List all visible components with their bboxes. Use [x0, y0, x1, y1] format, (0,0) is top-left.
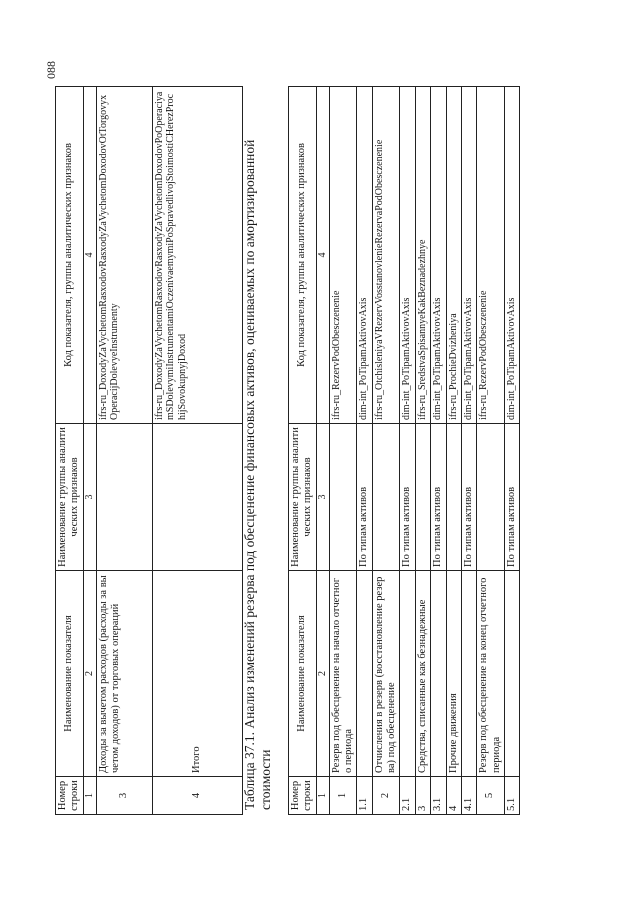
- col-number: 4: [316, 87, 329, 424]
- table-row: [461, 87, 476, 815]
- row-number: 1.1: [357, 777, 372, 815]
- row-number: 1: [329, 777, 357, 815]
- page-number: 088: [44, 61, 58, 79]
- group-name: [372, 424, 400, 571]
- header-code: Код показателя, группы аналитических признаков: [289, 87, 317, 424]
- indicator-code: dim-int_PoTipamAktivovAxis: [461, 87, 476, 424]
- header-code: Код показателя, группы аналитических признаков: [56, 87, 84, 424]
- table-row: [446, 87, 461, 815]
- indicator-code: dim-int_PoTipamAktivovAxis: [505, 87, 520, 424]
- header-group-name: Наименование группы аналитических признаков: [289, 424, 317, 571]
- indicator-name: [505, 571, 520, 777]
- indicator-code: ifrs-ru_ProchieDvizheniya: [446, 87, 461, 424]
- column-numbers-row: [83, 87, 96, 815]
- row-number: 3.1: [431, 777, 446, 815]
- group-name: По типам активов: [357, 424, 372, 571]
- group-name: [96, 424, 152, 571]
- indicator-code: ifrs-ru_RezervPodObesczenenie: [477, 87, 505, 424]
- group-name: [329, 424, 357, 571]
- indicator-name: [357, 571, 372, 777]
- header-row-number: Номер строки: [56, 777, 84, 815]
- header-indicator-name: Наименование показателя: [289, 571, 317, 777]
- indicator-code: ifrs-ru_SredstvaSpisannyeKakBeznadezhnye: [415, 87, 430, 424]
- row-number: 3: [415, 777, 430, 815]
- row-number: 2: [372, 777, 400, 815]
- indicator-name: Доходы за вычетом расходов (расходы за вычетом доходов) от торговых операций: [96, 571, 152, 777]
- row-number: 2.1: [400, 777, 415, 815]
- group-name: [446, 424, 461, 571]
- table-title: Таблица 37.1. Анализ изменений резерва под обесценение финансовых активов, оцениваемых по амортизированной стоимости: [242, 139, 274, 810]
- row-number: 5.1: [505, 777, 520, 815]
- indicator-name: Средства, списанные как безнадежные: [415, 571, 430, 777]
- table-row: [329, 87, 357, 815]
- indicator-code: dim-int_PoTipamAktivovAxis: [357, 87, 372, 424]
- row-number: 3: [96, 777, 152, 815]
- row-number: 4: [152, 777, 242, 815]
- table-row: [431, 87, 446, 815]
- group-name: [477, 424, 505, 571]
- indicator-name: Резерв под обесценение на конец отчетного периода: [477, 571, 505, 777]
- indicator-name: Резерв под обесценение на начало отчетного периода: [329, 571, 357, 777]
- group-name: По типам активов: [461, 424, 476, 571]
- table-continued: [55, 86, 243, 815]
- table-row: [400, 87, 415, 815]
- col-number: 2: [83, 571, 96, 777]
- indicator-code: ifrs-ru_DoxodyZaVychetomRasxodovRasxodyZaVychetomDoxodovPoOperaciyamSDolevymiInstrumentamiOczenivaemymiPoSpravedlivojStoimostiCHerezProchijSovokupnyjDoxod: [152, 87, 242, 424]
- table-row: [357, 87, 372, 815]
- col-number: 3: [83, 424, 96, 571]
- indicator-code: ifrs-ru_DoxodyZaVychetomRasxodovRasxodyZaVychetomDoxodovOtTorgovyxOperacijDolevyeInstrumenty: [96, 87, 152, 424]
- table-row: [505, 87, 520, 815]
- col-number: 1: [83, 777, 96, 815]
- group-name: [152, 424, 242, 571]
- indicator-name: Итого: [152, 571, 242, 777]
- row-number: 5: [477, 777, 505, 815]
- indicator-code: ifrs-ru_OtchisleniyaVRezervVosstanovlenieRezervaPodObesczenenie: [372, 87, 400, 424]
- indicator-name: Отчисления в резерв (восстановление резерва) под обесценение: [372, 571, 400, 777]
- table-row: [152, 87, 242, 815]
- header-row-number: Номер строки: [289, 777, 317, 815]
- header-indicator-name: Наименование показателя: [56, 571, 84, 777]
- group-name: [415, 424, 430, 571]
- table-37-1: [288, 86, 520, 815]
- table-row: [96, 87, 152, 815]
- indicator-code: ifrs-ru_RezervPodObesczenenie: [329, 87, 357, 424]
- group-name: По типам активов: [400, 424, 415, 571]
- table-row: [372, 87, 400, 815]
- indicator-name: [461, 571, 476, 777]
- column-numbers-row: [316, 87, 329, 815]
- col-number: 2: [316, 571, 329, 777]
- col-number: 4: [83, 87, 96, 424]
- header-group-name: Наименование группы аналитических признаков: [56, 424, 84, 571]
- header-row: [56, 87, 84, 815]
- col-number: 3: [316, 424, 329, 571]
- indicator-code: dim-int_PoTipamAktivovAxis: [400, 87, 415, 424]
- row-number: 4: [446, 777, 461, 815]
- row-number: 4.1: [461, 777, 476, 815]
- table-row: [477, 87, 505, 815]
- indicator-name: Прочие движения: [446, 571, 461, 777]
- group-name: По типам активов: [505, 424, 520, 571]
- col-number: 1: [316, 777, 329, 815]
- table-row: [415, 87, 430, 815]
- header-row: [289, 87, 317, 815]
- indicator-name: [400, 571, 415, 777]
- indicator-code: dim-int_PoTipamAktivovAxis: [431, 87, 446, 424]
- indicator-name: [431, 571, 446, 777]
- group-name: По типам активов: [431, 424, 446, 571]
